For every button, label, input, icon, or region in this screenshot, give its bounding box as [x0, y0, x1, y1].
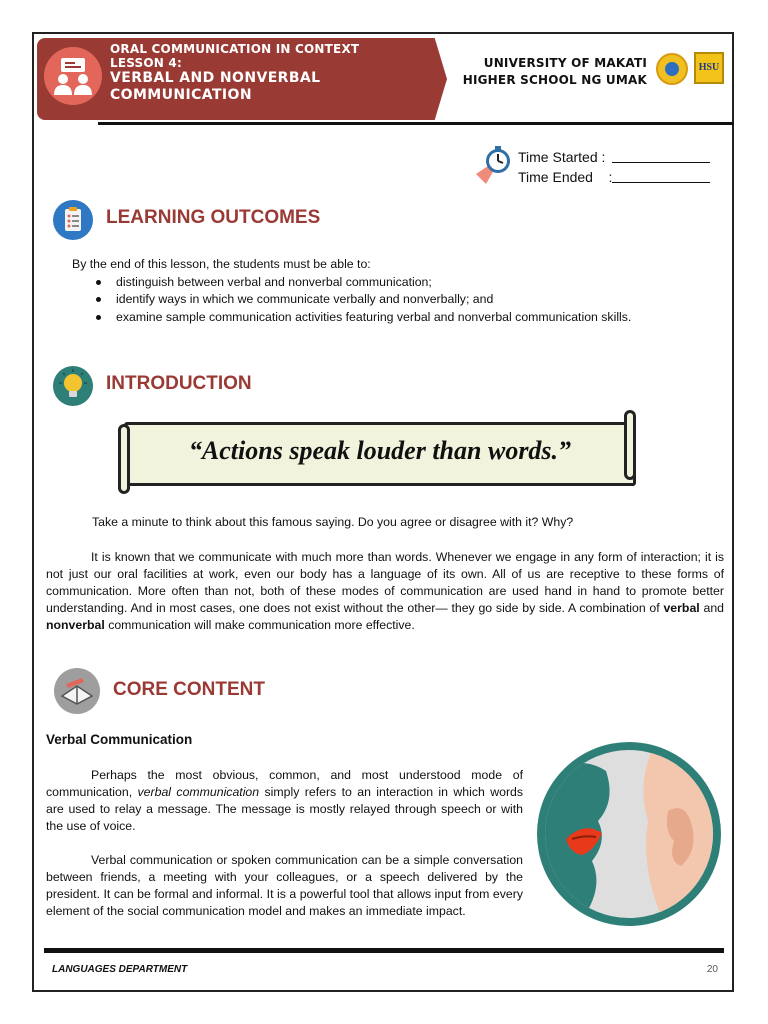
lesson-number: LESSON 4:	[110, 56, 182, 70]
learning-outcomes-title: LEARNING OUTCOMES	[106, 207, 321, 228]
intro-end: communication will make communication more effective.	[108, 618, 415, 632]
verbal-communication-subhead: Verbal Communication	[46, 732, 193, 747]
time-started-label: Time Started :	[518, 149, 606, 165]
outcomes-lead: By the end of this lesson, the students must be able to:	[72, 257, 371, 271]
outcome-text: identify ways in which we communicate verbally and nonverbally; and	[116, 292, 494, 306]
clipboard-icon	[53, 200, 93, 240]
intro-and: and	[703, 601, 725, 615]
outcome-text: distinguish between verbal and nonverbal communication;	[116, 274, 432, 289]
intro-paragraph	[46, 549, 724, 634]
p1-italic: verbal communication	[137, 785, 260, 799]
scroll-rod-left	[118, 424, 130, 494]
presentation-icon	[44, 47, 102, 105]
lightbulb-icon	[53, 366, 93, 406]
bullet	[96, 297, 101, 302]
intro-prompt: Take a minute to think about this famous saying. Do you agree or disagree with it? Why?	[92, 515, 574, 529]
list-item	[72, 291, 631, 309]
school-name	[462, 55, 647, 89]
bullet	[96, 280, 101, 285]
header-divider	[98, 122, 734, 125]
stopwatch-hand-icon	[474, 144, 514, 186]
p1-end: simply refers to an interaction in which words are used to relay a message. The message is mostly relayed through speech or with the use of voice.	[46, 785, 524, 833]
bullet	[96, 315, 101, 320]
footer-divider	[44, 948, 724, 953]
open-book-icon	[54, 668, 100, 714]
bold-verbal: verbal	[663, 601, 700, 615]
time-ended-label: Time Ended :	[518, 169, 613, 185]
lesson-title-line1: VERBAL AND NONVERBAL	[110, 70, 321, 86]
bold-nonverbal: nonverbal	[46, 618, 105, 632]
lesson-heading	[110, 42, 359, 104]
course-name: ORAL COMMUNICATION IN CONTEXT	[110, 42, 360, 56]
time-tracker	[518, 147, 710, 187]
school-name-line2: HIGHER SCHOOL NG UMAK	[462, 73, 647, 87]
introduction-title: INTRODUCTION	[106, 373, 252, 394]
time-started-blank[interactable]	[612, 147, 710, 163]
p1-start: Perhaps the most obvious, common, and most understood mode of communication,	[46, 768, 523, 799]
core-content-title: CORE CONTENT	[113, 679, 265, 700]
school-name-line1: UNIVERSITY OF MAKATI	[483, 56, 647, 70]
verbal-paragraph-2: Verbal communication or spoken communication can be a simple conversation between friends, a meeting with your colleagues, or a speech delivered by the president. It can be formal and informal. It is a powerful tool that allows input from every element of the social communication model and makes an immediate impact.	[46, 853, 523, 918]
footer-department: LANGUAGES DEPARTMENT	[52, 964, 188, 975]
list-item	[72, 274, 631, 292]
hsu-logo-icon: HSU	[694, 52, 724, 84]
intro-text: It is known that we communicate with much more than words. Whenever we engage in any form of interaction; it is not just our oral facilities at work, even our body has a language of its own. All of us are receptive to these forms of communication. More often than not, both of these modes of communication are used hand in hand to promote better understanding. And in most cases, one does not exist without the other— they go side by side. A combination of	[46, 550, 724, 615]
outcomes-list	[72, 256, 631, 326]
quote-text: “Actions speak louder than words.”	[188, 436, 572, 465]
time-ended-blank[interactable]	[612, 167, 710, 183]
verbal-paragraph-1	[46, 767, 523, 835]
university-seal-icon	[656, 53, 688, 85]
speaking-mouth-ear-illustration	[536, 741, 722, 927]
lesson-title-line2: COMMUNICATION	[110, 87, 252, 103]
page-number: 20	[706, 964, 718, 975]
list-item	[72, 309, 631, 327]
outcome-text: examine sample communication activities featuring verbal and nonverbal communication skills.	[116, 309, 632, 324]
